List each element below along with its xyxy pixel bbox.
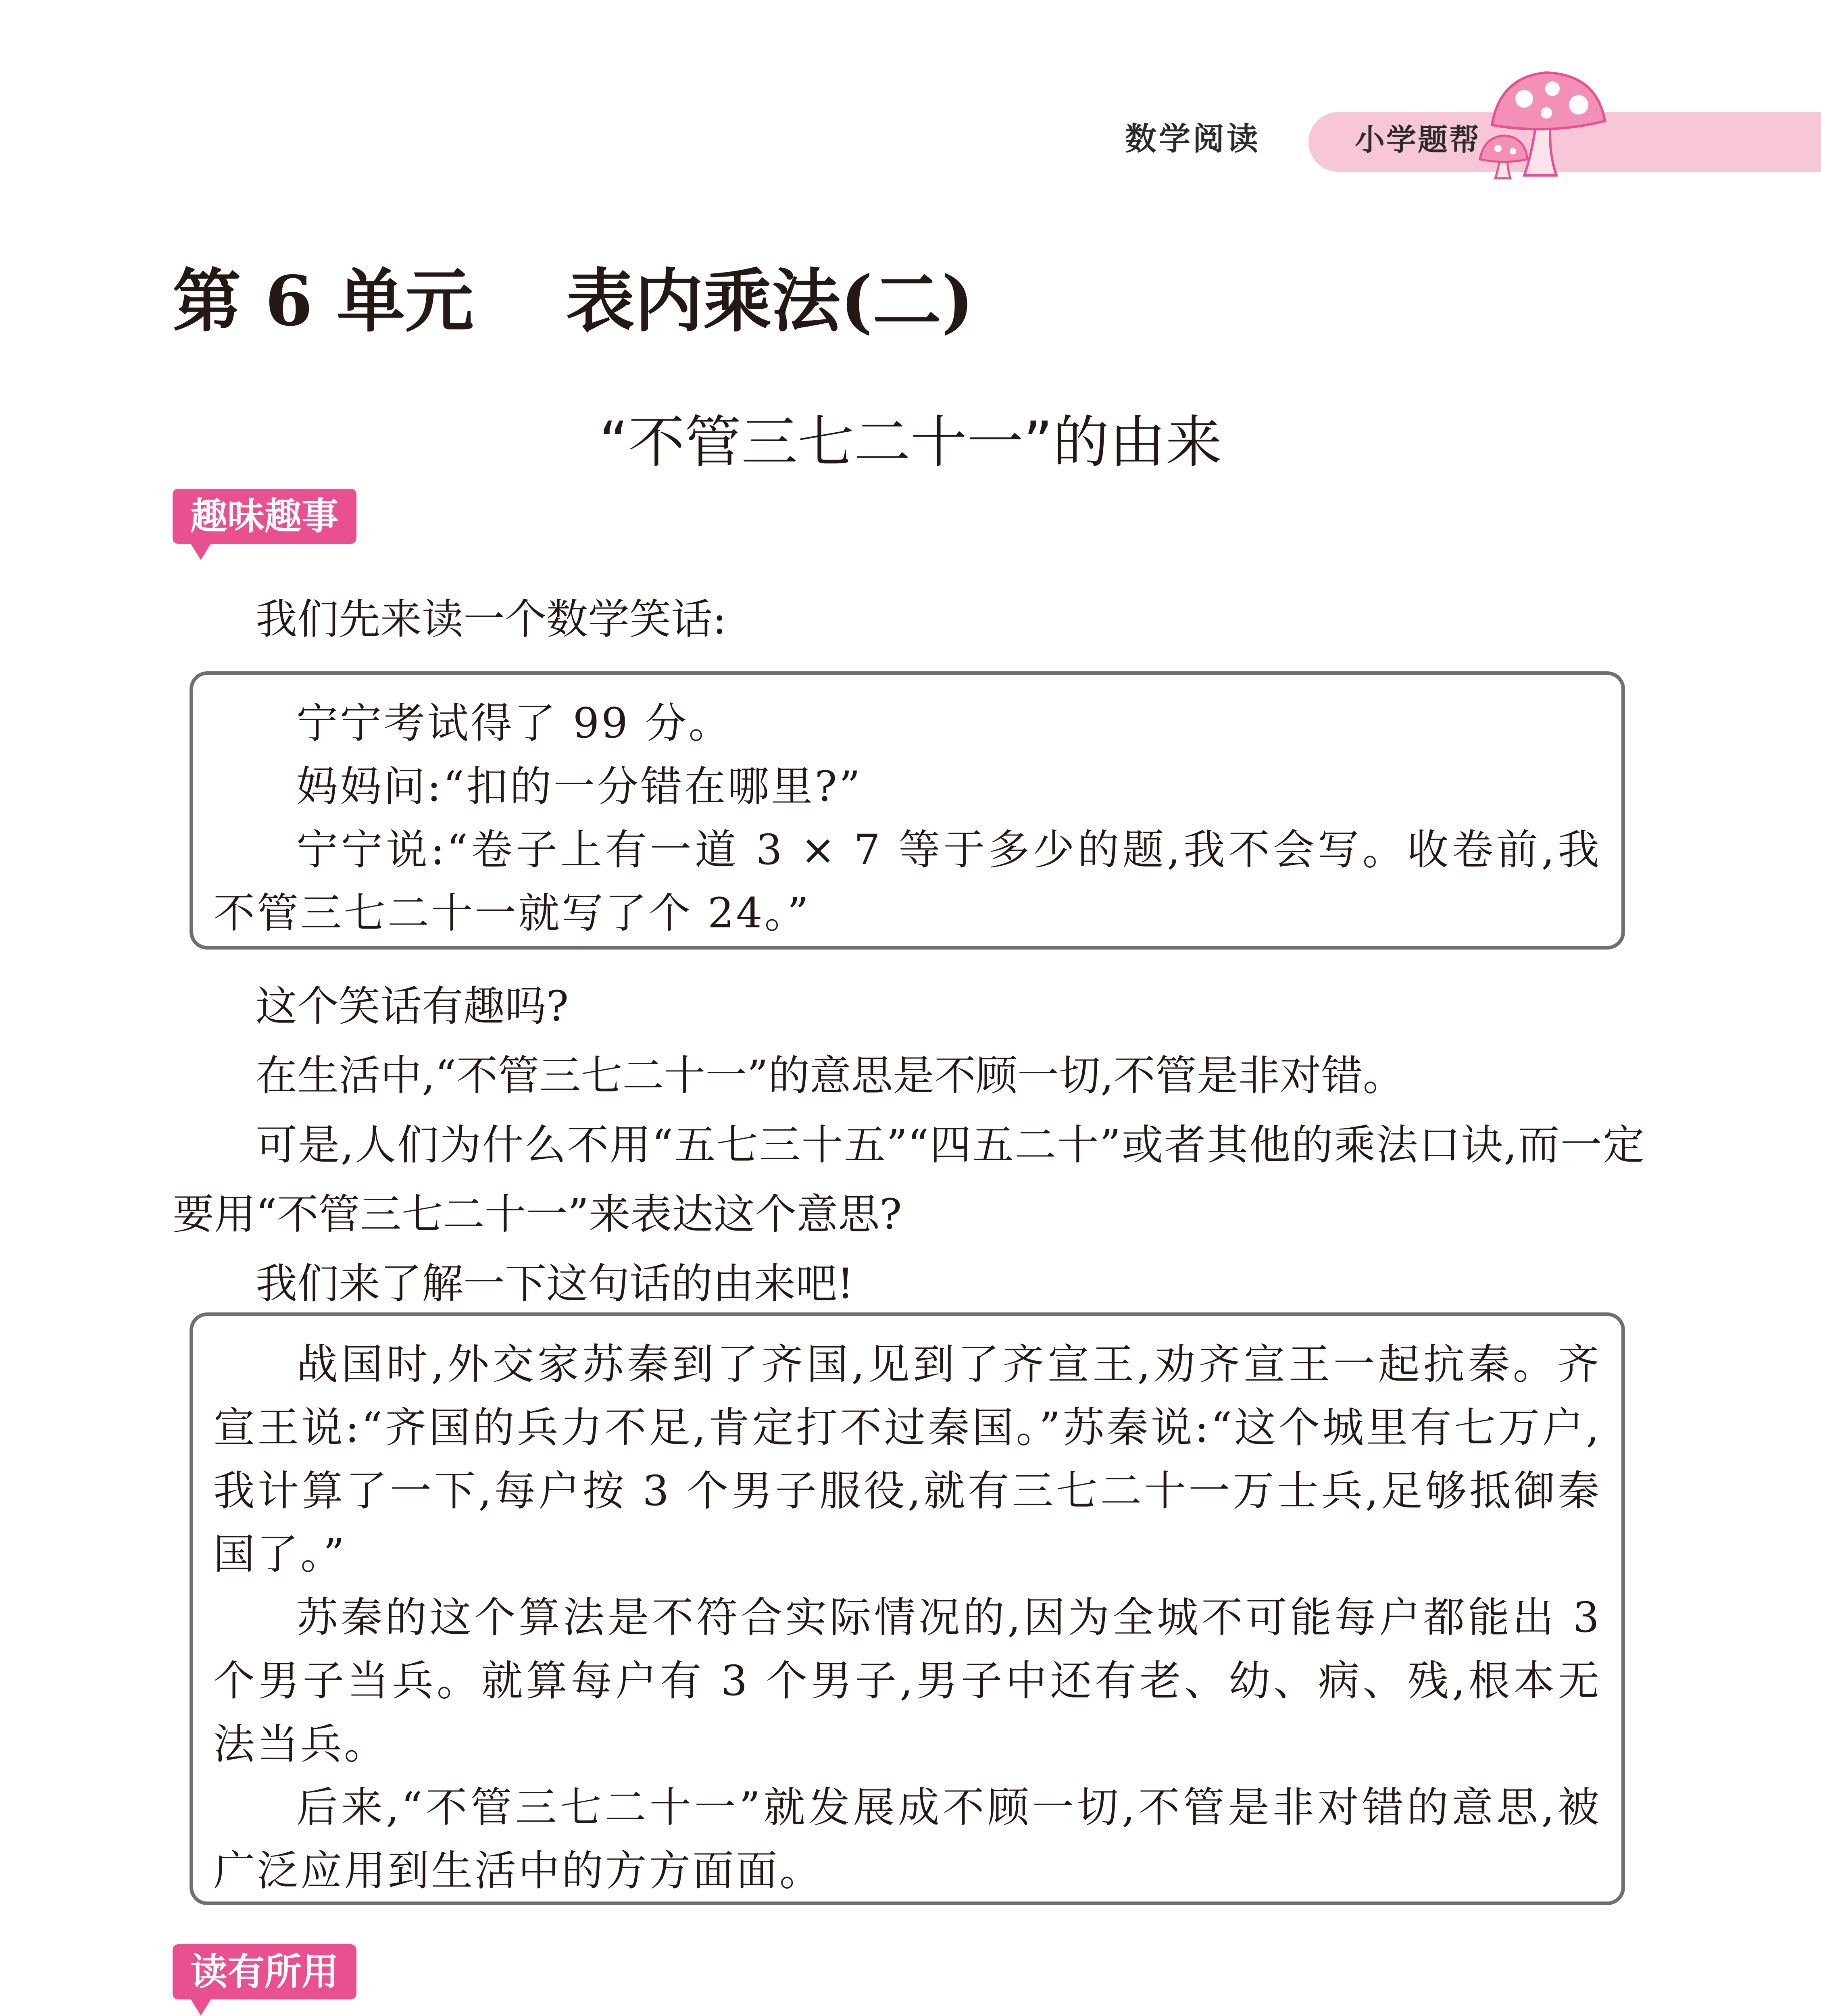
joke-line: 宁宁说:“卷子上有一道 3 × 7 等于多少的题,我不会写。收卷前,我不管三七二十一就写了个 24。”: [213, 826, 1601, 937]
body-paragraph: [173, 972, 1644, 1318]
intro-paragraph: 我们先来读一个数学笑话:: [256, 595, 727, 644]
joke-line: 妈妈问:“扣的一分错在哪里?”: [296, 762, 863, 811]
paragraph: 可是,人们为什么不用“五七三十五”“四五二十”或者其他的乘法口诀,而一定要用“不管三七二十一”来表达这个意思?: [173, 1121, 1644, 1239]
joke-box: [190, 671, 1625, 950]
story-paragraph: 苏秦的这个算法是不符合实际情况的,因为全城不可能每户都能出 3 个男子当兵。就算每户有 3 个男子,男子中还有老、幼、病、残,根本无法当兵。: [213, 1593, 1601, 1768]
paragraph: 这个笑话有趣吗?: [256, 982, 569, 1031]
article-title: “不管三七二十一”的由来: [599, 410, 1222, 475]
section-tag-apply: 读有所用: [173, 1944, 356, 1999]
story-paragraph: 战国时,外交家苏秦到了齐国,见到了齐宣王,劝齐宣王一起抗秦。齐宣王说:“齐国的兵力不足,肯定打不过秦国。”苏秦说:“这个城里有七万户,我计算了一下,每户按 3 个男子服役,就有三七二十一万士兵,足够抵御秦国了。”: [213, 1340, 1601, 1579]
paragraph: 在生活中,“不管三七二十一”的意思是不顾一切,不管是非对错。: [256, 1052, 1404, 1100]
header-brand-label: 小学题帮: [1355, 123, 1481, 157]
unit-title: 第 6 单元 表内乘法(二): [173, 261, 974, 342]
story-box: [190, 1312, 1625, 1905]
mushroom-icon: [1476, 60, 1621, 181]
joke-line: 宁宁考试得了 99 分。: [296, 699, 732, 748]
header-section-label: 数学阅读: [1125, 121, 1261, 157]
section-tag-fun-facts: 趣味趣事: [173, 489, 356, 544]
story-paragraph: 后来,“不管三七二十一”就发展成不顾一切,不管是非对错的意思,被广泛应用到生活中的方方面面。: [213, 1783, 1601, 1895]
paragraph: 我们来了解一下这句话的由来吧!: [256, 1260, 854, 1308]
